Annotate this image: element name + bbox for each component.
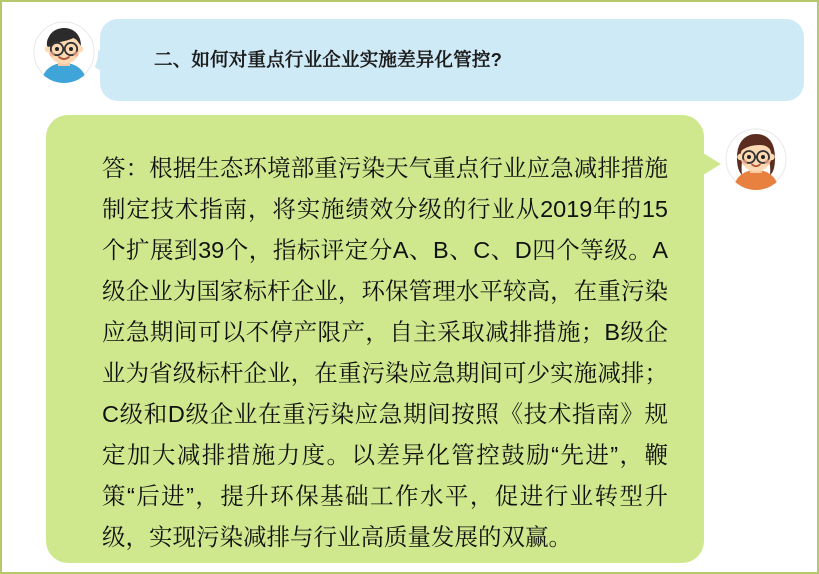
answer-section — [2, 110, 819, 570]
girl-avatar-icon — [722, 125, 790, 193]
question-section — [2, 10, 819, 110]
question-text: 二、如何对重点行业企业实施差异化管控? — [154, 49, 503, 70]
boy-avatar-icon — [30, 18, 98, 86]
answer-bubble — [46, 115, 704, 563]
question-bubble — [100, 19, 804, 101]
answer-text: 答：根据生态环境部重污染天气重点行业应急减排措施制定技术指南，将实施绩效分级的行业从2019年的15个扩展到39个，指标评定分A、B、C、D四个等级。A级企业为国家标杆企业，环保管理水平较高，在重污染应急期间可以不停产限产，自主采取减排措施；B级企业为省级标杆企业，在重污染应急期间可少实施减排；C级和D级企业在重污染应急期间按照《技术指南》规定加大减排措施力度。以差异化管控鼓励“先进”，鞭策“后进”，提升环保基础工作水平，促进行业转型升级，实现污染减排与行业高质量发展的双赢。 — [102, 155, 668, 550]
